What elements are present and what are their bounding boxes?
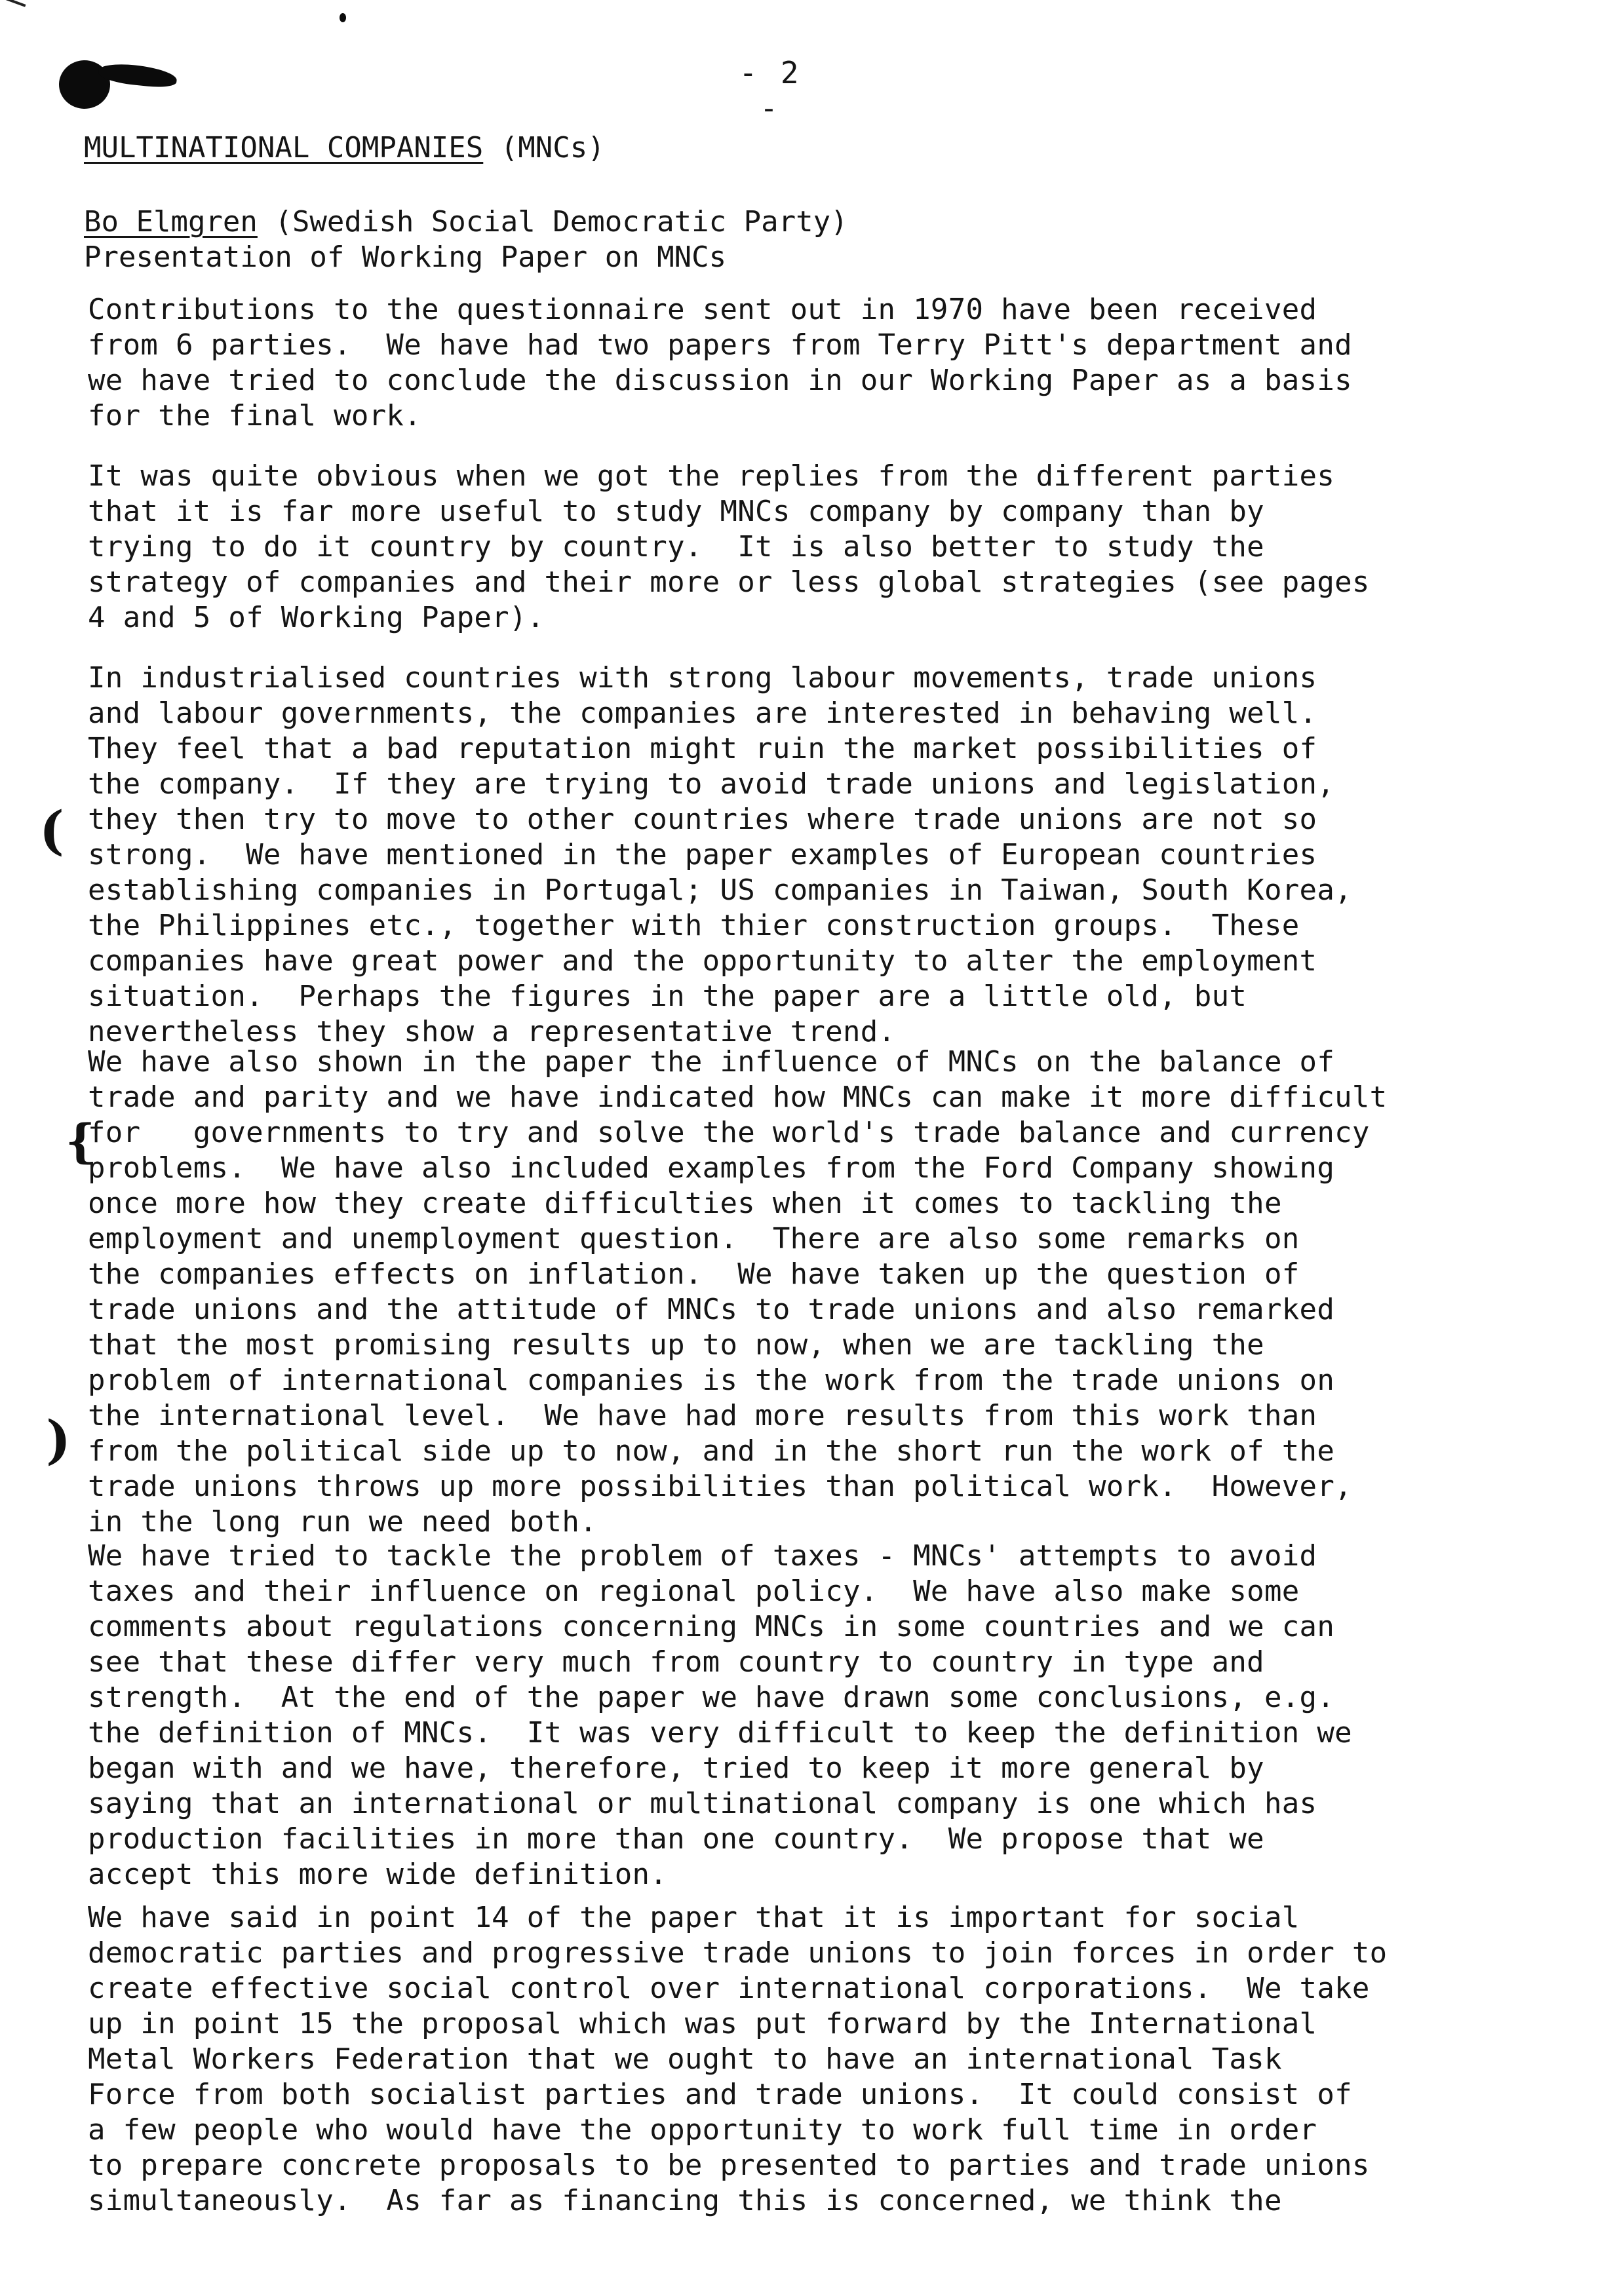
- text-line: the company. If they are trying to avoid trade unions and legislation,: [88, 767, 1335, 801]
- paragraph-4: [88, 1044, 1576, 1540]
- margin-squiggle-mark: {: [66, 1114, 96, 1168]
- text-line: the international level. We have had more results from this work than: [88, 1399, 1317, 1432]
- text-line: They feel that a bad reputation might ruin the market possibilities of: [88, 732, 1317, 765]
- text-line: Metal Workers Federation that we ought to have an international Task: [88, 2042, 1282, 2076]
- text-line: We have also shown in the paper the influence of MNCs on the balance of: [88, 1045, 1335, 1079]
- section-title-suffix: (MNCs): [483, 131, 605, 164]
- text-line: we have tried to conclude the discussion in our Working Paper as a basis: [88, 364, 1352, 397]
- paragraph-5: [88, 1539, 1576, 1892]
- text-line: began with and we have, therefore, tried to keep it more general by: [88, 1751, 1264, 1785]
- text-line: democratic parties and progressive trade unions to join forces in order to: [88, 1936, 1388, 1970]
- text-line: accept this more wide definition.: [88, 1858, 668, 1891]
- text-line: strong. We have mentioned in the paper examples of European countries: [88, 838, 1317, 871]
- text-line: We have said in point 14 of the paper that it is important for social: [88, 1901, 1300, 1934]
- text-line: problems. We have also included examples from the Ford Company showing: [88, 1151, 1335, 1185]
- text-line: to prepare concrete proposals to be presented to parties and trade unions: [88, 2149, 1370, 2182]
- text-line: taxes and their influence on regional policy. We have also make some: [88, 1575, 1300, 1608]
- text-line: saying that an international or multinational company is one which has: [88, 1787, 1317, 1820]
- text-line: the definition of MNCs. It was very difficult to keep the definition we: [88, 1716, 1352, 1750]
- paragraph-3: [88, 660, 1576, 1050]
- paragraph-6: [88, 1900, 1576, 2219]
- text-line: see that these differ very much from country to country in type and: [88, 1645, 1264, 1679]
- speaker-name: Bo Elmgren: [84, 205, 258, 239]
- text-line: strategy of companies and their more or less global strategies (see pages: [88, 565, 1370, 599]
- text-line: for the final work.: [88, 399, 422, 432]
- text-line: employment and unemployment question. There are also some remarks on: [88, 1222, 1300, 1255]
- text-line: the companies effects on inflation. We have taken up the question of: [88, 1257, 1300, 1291]
- text-line: create effective social control over international corporations. We take: [88, 1972, 1370, 2005]
- text-line: establishing companies in Portugal; US companies in Taiwan, South Korea,: [88, 873, 1352, 907]
- text-line: up in point 15 the proposal which was put forward by the International: [88, 2007, 1317, 2040]
- text-line: they then try to move to other countries where trade unions are not so: [88, 803, 1317, 836]
- text-line: in the long run we need both.: [88, 1505, 597, 1539]
- text-line: from 6 parties. We have had two papers from Terry Pitt's department and: [88, 328, 1352, 362]
- paragraph-1: [88, 292, 1576, 434]
- paragraph-2: [88, 459, 1576, 636]
- text-line: companies have great power and the opportunity to alter the employment: [88, 944, 1317, 978]
- text-line: for governments to try and solve the world's trade balance and currency: [88, 1116, 1370, 1149]
- text-line: trade unions and the attitude of MNCs to trade unions and also remarked: [88, 1293, 1335, 1326]
- text-line: trying to do it country by country. It is also better to study the: [88, 530, 1264, 564]
- ink-dot: [340, 13, 346, 22]
- text-line: nevertheless they show a representative trend.: [88, 1015, 896, 1048]
- text-line: trade unions throws up more possibilities than political work. However,: [88, 1470, 1352, 1503]
- text-line: It was quite obvious when we got the replies from the different parties: [88, 459, 1335, 493]
- margin-bracket-mark: (: [39, 799, 64, 861]
- text-line: trade and parity and we have indicated how MNCs can make it more difficult: [88, 1081, 1388, 1114]
- speaker-affiliation: (Swedish Social Democratic Party): [257, 205, 848, 239]
- text-line: once more how they create difficulties when it comes to tackling the: [88, 1187, 1282, 1220]
- text-line: that it is far more useful to study MNCs company by company than by: [88, 495, 1264, 528]
- text-line: a few people who would have the opportunity to work full time in order: [88, 2113, 1317, 2147]
- text-line: comments about regulations concerning MNCs in some countries and we can: [88, 1610, 1335, 1643]
- speaker-block: [84, 204, 848, 275]
- text-line: the Philippines etc., together with thier construction groups. These: [88, 909, 1300, 942]
- margin-dash-mark: [1, 0, 26, 7]
- text-line: problem of international companies is the work from the trade unions on: [88, 1364, 1335, 1397]
- text-line: We have tried to tackle the problem of taxes - MNCs' attempts to avoid: [88, 1539, 1317, 1573]
- text-line: simultaneously. As far as financing this is concerned, we think the: [88, 2184, 1282, 2217]
- section-title: [84, 131, 605, 165]
- section-title-main: MULTINATIONAL COMPANIES: [84, 131, 484, 164]
- text-line: from the political side up to now, and in the short run the work of the: [88, 1434, 1335, 1468]
- text-line: and labour governments, the companies are interested in behaving well.: [88, 697, 1317, 730]
- speaker-subtitle: Presentation of Working Paper on MNCs: [84, 240, 727, 274]
- speaker-line: [84, 204, 848, 240]
- text-line: that the most promising results up to now, when we are tackling the: [88, 1328, 1264, 1362]
- text-line: Contributions to the questionnaire sent out in 1970 have been received: [88, 293, 1317, 326]
- margin-bracket-mark: (: [46, 1409, 71, 1470]
- page-number: - 2 -: [739, 55, 802, 126]
- text-line: strength. At the end of the paper we have drawn some conclusions, e.g.: [88, 1681, 1335, 1714]
- text-line: 4 and 5 of Working Paper).: [88, 601, 545, 634]
- text-line: production facilities in more than one country. We propose that we: [88, 1822, 1264, 1856]
- text-line: Force from both socialist parties and trade unions. It could consist of: [88, 2078, 1352, 2111]
- text-line: In industrialised countries with strong labour movements, trade unions: [88, 661, 1317, 695]
- text-line: situation. Perhaps the figures in the paper are a little old, but: [88, 980, 1247, 1013]
